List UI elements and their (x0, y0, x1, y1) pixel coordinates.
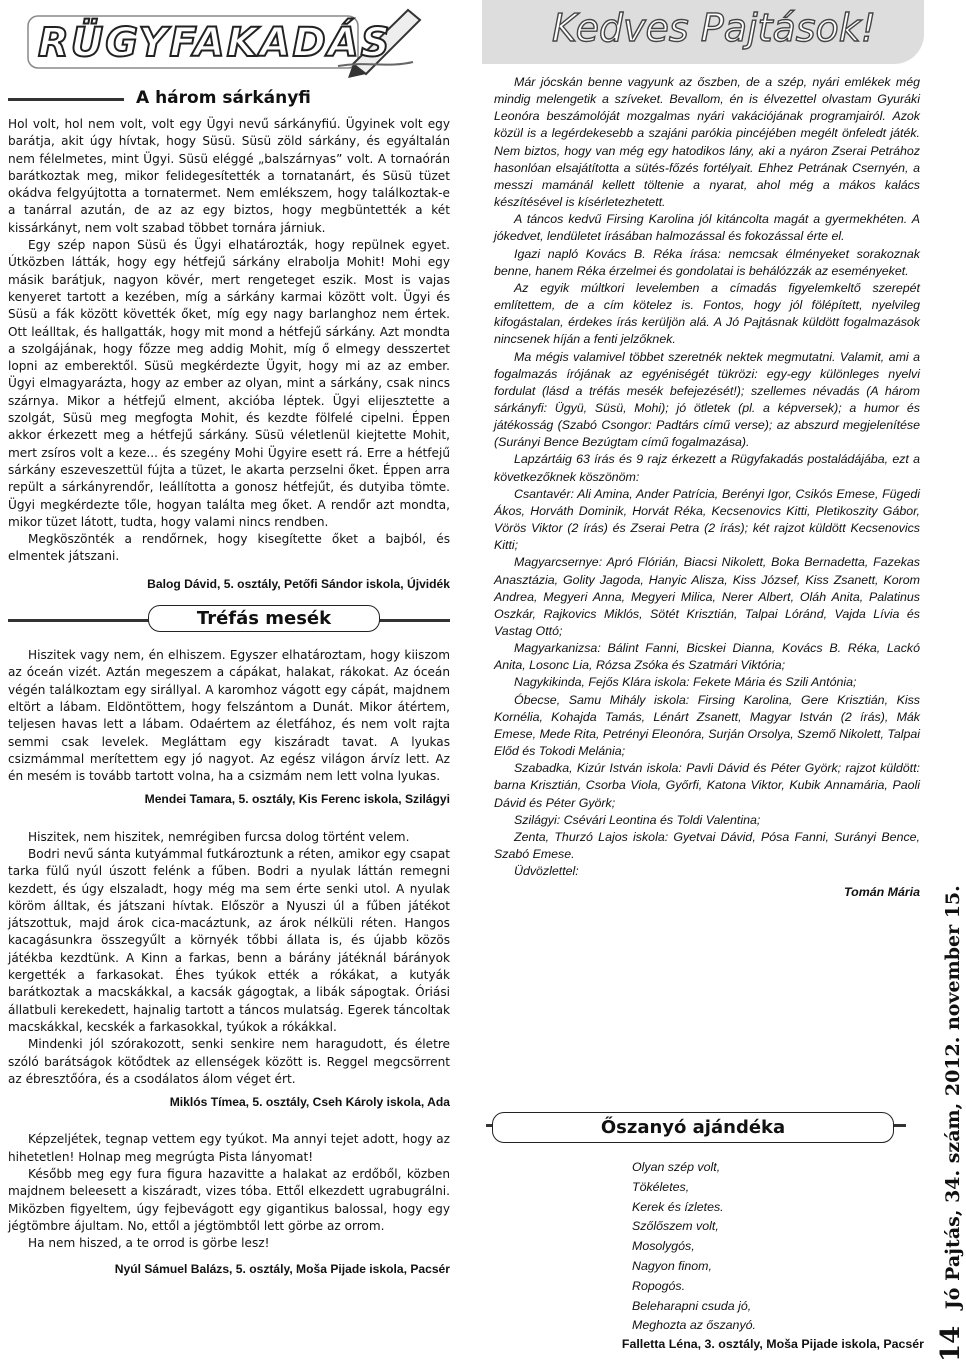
paragraph: Nagykikinda, Fejős Klára iskola: Fekete Mária és Szili Antónia; (514, 675, 857, 690)
poem-line: Nagyon finom, (632, 1258, 712, 1273)
paragraph: Szabadka, Kizúr István iskola: Pavli Dávid és Péter Györk; rajzot küldött: barna Krisztián, Csorba Viola, Győrfi, Katona Viktor, Kubik Annamária, Paoli Dávid és Péter Györk; (494, 761, 920, 810)
poem-line: Tökéletes, (632, 1179, 690, 1194)
story-title: Tréfás mesék (148, 605, 380, 632)
paragraph: Zenta, Thurzó Lajos iskola: Gyetvai Dávid, Pósa Fanni, Surányi Bence, Szabó Emese. (494, 829, 920, 862)
paragraph: Óbecse, Samu Mihály iskola: Firsing Karolina, Gere Krisztián, Kiss Kornélia, Kohajda Tamás, Lénárt Zsanett, Magyar István (2 írás), Mák Emese, Mede Rita, Petrényi Eleonóra, Surján Orsolya, Szemő Nikolett, Talpai Előd és Tokodi Melánia; (494, 692, 920, 759)
poem-line: Kerek és ízletes. (632, 1199, 724, 1214)
page-footer (936, 885, 966, 1362)
author-signature: Mendei Tamara, 5. osztály, Kis Ferenc iskola, Szilágyi (144, 792, 450, 807)
poem-line: Mosolygós, (632, 1239, 695, 1254)
logo-text: RÜGYFAKADÁS (38, 20, 392, 66)
paragraph: Hol volt, hol nem volt, volt egy Ügyi nevű sárkányfiú. Ügyinek volt egy barátja, akit úgy hívtak, hogy Süsü. Süsü zöld sárkány, és egyáltalán nem félelmetes, mint Ügyi. Süsü eléggé „balszárnyas” volt. A tornaórán barátkoztak meg, mikor felidegesítették a tornatanárt, és Süsü tüzet okádva felgyújtotta a tornatermet. Nem emlékszem, hogy találkoztak-e a tanárral azután, de az az egy biztos, hogy megbüntették a két kissárkányt, nem volt szabad többet tornára járniuk. (8, 117, 450, 235)
poem (632, 1158, 756, 1336)
paragraph: Később meg egy fura figura hazavitte a halakat az erdőből, közben majdnem beleesett a kiszáradt, vizes tóba. Ettől elkezdett ugrabugrálni. Miközben figyeltem, úgy fejbevágott egy gigantikus balossal, hogy egy jégtömbre ájultam. No, ettől a jégtömbtől lett görbe az orrom. (8, 1167, 450, 1233)
editor-letter (494, 74, 920, 902)
paragraph: Szilágyi: Csévári Leontina és Toldi Valentina; (514, 812, 761, 827)
issue-info: Jó Pajtás, 34. szám, 2012. november 15. (942, 885, 964, 1310)
story-title: A három sárkányfi (136, 88, 311, 108)
paragraph: Magyarkanizsa: Bálint Fanni, Bicskei Dianna, Kovács B. Réka, Lackó Anita, Losonc Lia, Rózsa Zsóka és Szatmári Viktória; (494, 641, 920, 673)
paragraph: Megköszönték a rendőrnek, hogy kisegítette őket a bajból, és elmentek játszani. (8, 532, 450, 564)
left-column (8, 80, 450, 1278)
column-header (482, 0, 924, 64)
section-logo (8, 6, 428, 78)
paragraph: A táncos kedvű Firsing Karolina jól kitáncolta magát a gyermekhéten. A jókedvet, lendületet írásában halmozással és fokozással érte el. (494, 212, 920, 244)
author-signature: Falletta Léna, 3. osztály, Moša Pijade iskola, Pacsér (621, 1337, 924, 1351)
author-signature: Balog Dávid, 5. osztály, Petőfi Sándor iskola, Újvidék (147, 576, 450, 591)
poem-line: Beleharapni csuda jó, (632, 1298, 752, 1313)
poem-line: Szőlőszem volt, (632, 1219, 719, 1234)
column-title: Kedves Pajtások! (552, 6, 877, 50)
author-signature: Nyúl Sámuel Balázs, 5. osztály, Moša Pijade iskola, Pacsér (114, 1261, 450, 1276)
paragraph: Ma mégis valamivel többet szeretnék nektek megmutatni. Valamit, ami a fogalmazás írójának az egyéniségét tükrözi: egy-egy különleges nyelvi fordulat (lásd a tréfás mesék befejezését!); szellemes névadás (A három sárkányfi: Ügyü, Süsü, Mohi); jó ötletek (pl. a képversek); a humor és játékosság (Szabó Csongor: Padtárs című verse); az abszurd megjelenítése (Surányi Bence Bezúgtam című fogalmazása). (494, 349, 920, 450)
paragraph: Egy szép napon Süsü és Ügyi elhatározták, hogy repülnek egyet. Útközben látták, hogy egy hétfejű sárkány elrabolja Mohit! Mohi egy másik barátjuk, nagyon kövér, mert rengeteget eszik. Most is vajas kenyeret tartott a kezében, míg a sárkány karmai között volt. Ügyi és Süsü a fák között követték őket, míg egy nagy barlanghoz nem értek. Ott leálltak, és hallgatták, hogy mit mond a hétfejű sárkány. Azt mondta a szolgájának, hogy főzze meg addig Mohit, míg ő elmegy desszertet lopni az emberektől. Süsü megkérdezte Ügyit, hogy mi az az ember. Ügyi elmagyarázta, hogy az ember az olyan, mint a sárkány, csak nincs szárnya. Mikor a hétfejű elment, akcióba léptek. Ügyi elijesztette a szolgát, Süsü meg megfogta Mohit, és kezdte fölfelé cipelni. Éppen akkor érkezett meg a hétfejű sárkány. Süsü véletlenül kiejtette Mohit, mert zsíros volt a keze... és szegény Mohi Ügyire esett rá. Erre a hétfejű sárkány eszeveszettül fújta a tüzet, le akarta perzselni őket. Éppen arra repült a sárkányrendőr, leállította a gonosz hétfejűt, és dutyiba tömte. Ügyi megkérdezte tőle, hogyan találta meg őket. A rendőr azt mondta, mikor tüzet látott, tudta, hogy valami nincs rendben. (8, 238, 450, 529)
paragraph: Bodri nevű sánta kutyámmal futkároztunk a réten, amikor egy csapat tarka fülű nyúl úszott felénk a fűben. Bodri a nyulak láttán remegni kezdett, és úgy elszaladt, hogy még ma sem érte senki utol. A nyulak köröm álltak, és játszani hívtak. Először a Nyuszi úl a fűben játékot játszottuk, majd árok cica-macáztunk, az árok nélküli réten. Hangos kacagásunkra összegyűlt a környék tőbbi állata is, és újabb közös játékba kezdtünk. A Kinn a farkas, benn a bárány játéknál bárányok kergették a farkasokat. Éhes tyúkok ették a rókákat, a kutyák barátkoztak a macskákkal, a kacsák gágogtak, a libák sápogtak. Óriási állatbuli kerekedett, hajnalig tartott a táncos mulatság. Egerek táncoltak macskákkal, kecskék a farkasokkal, tyúkok a rókákkal. (8, 846, 450, 1034)
author-signature: Miklós Tímea, 5. osztály, Cseh Károly iskola, Ada (169, 1095, 450, 1110)
paragraph: Már jócskán benne vagyunk az őszben, de a szép, nyári emlékek még mindig melengetik a szíveket. Bevallom, én is élvezettel olvastam Gyuráki Leonóra beszámolóját mozgalmas nyári vakációjának programjairól. Azok közül is a legérdekesebb a szajáni parókia pincéjében megélt önfeledt játék. Nem biztos, hogy van még egy hatodikos lány, aki a nyáron Zserai Petrához hasonlóan elsajátította a sütés-főzés fortélyait. Ehhez Petrának Csernyén, a messzi mamánál kellett töltenie a nyarat, ahol még a mákos kalács készítésével is kísérletezhetett. (494, 75, 920, 210)
author-signature: Tomán Mária (844, 885, 920, 900)
paragraph: Magyarcsernye: Apró Flórián, Biacsi Nikolett, Boka Bernadetta, Fazekas Anasztázia, Golity Jagoda, Hanyic Alisza, Kiss József, Kiss Zsanett, Korom Andrea, Megyeri Anna, Megyeri Milica, Nerer Albert, Oláh Anita, Palatinus Oszkár, Rajkovics Miklós, Sötét Krisztián, Talpai Lóránd, Vajda Lívia és Vastag Ottó; (494, 555, 920, 638)
paragraph: Igazi napló Kovács B. Réka írása: nemcsak élményeket sorakoznak benne, hanem Réka érzelmei és gondolatai is behálózzák az eseményeket. (494, 246, 920, 278)
poem-title: Őszanyó ajándéka (492, 1112, 894, 1143)
paragraph: Lapzártáig 63 írás és 9 rajz érkezett a Rügyfakadás postaládájába, ezt a következőknek köszönöm: (494, 452, 920, 484)
paragraph: Csantavér: Ali Amina, Ander Patrícia, Berényi Igor, Csikós Emese, Fügedi Ákos, Horváth Dominik, Horvát Réka, Kecsenovics Kitti, Pletikoszity Gábor, Vörös Viktor (2 írás) és Zserai Petra (2 írás); két rajzot küldött Kecsenovics Kitti; (494, 486, 920, 553)
poem-line: Olyan szép volt, (632, 1160, 721, 1174)
poem-line: Ropogós. (632, 1278, 686, 1293)
paragraph: Az egyik múltkori levelemben a címadás figyelemkeltő szerepét említettem, de a cím kötelez is. Fontos, hogy jól fölépített, nyelvileg kifogástalan, érdekes írás kerüljön alá. A Jó Pajtásnak küldött fogalmazások nincsenek híján a fenti jelzőknek. (494, 280, 920, 347)
paragraph: Hiszitek, nem hiszitek, nemrégiben furcsa dolog történt velem. (28, 829, 410, 844)
paragraph: Hiszitek vagy nem, én elhiszem. Egyszer elhatároztam, hogy kiiszom az óceán vizét. Aztán megeszem a cápákat, halakat, rákokat. Az óceán végén találkoztam egy sirállyal. A karomhoz vágott egy cápát, majdnem eltört a lábam. Eldöntöttem, hogy felszántom a Dunát. Mikor átértem, teljesen havas lett a lábam. Odaértem az életfához, és nem volt rajta semmi csak levelek. Megláttam egy kiszáradt tavat. A lyukas csizmámmal merítettem egy jó nagyot. Az egész világon árvíz lett. Az én mesém is tovább tartott volna, ha a csizmám nem lett volna lyukas. (8, 648, 450, 784)
paragraph: Üdvözlettel: (514, 864, 579, 879)
poem-line: Meghozta az őszanyó. (632, 1318, 756, 1333)
page-number: 14 (936, 1325, 966, 1362)
paragraph: Képzeljétek, tegnap vettem egy tyúkot. Ma annyi tejet adott, hogy az hihetetlen! Holnap meg megrúgta Pista lányomat! (8, 1132, 450, 1164)
paragraph: Ha nem hiszed, a te orrod is görbe lesz! (28, 1236, 270, 1251)
paragraph: Mindenki jól szórakozott, senki senkire nem haragudott, és életre szóló barátságok kötődtek az ellenségek között is. Reggel megcsörrent az ébresztőóra, és a csodálatos álom véget ért. (8, 1037, 450, 1086)
